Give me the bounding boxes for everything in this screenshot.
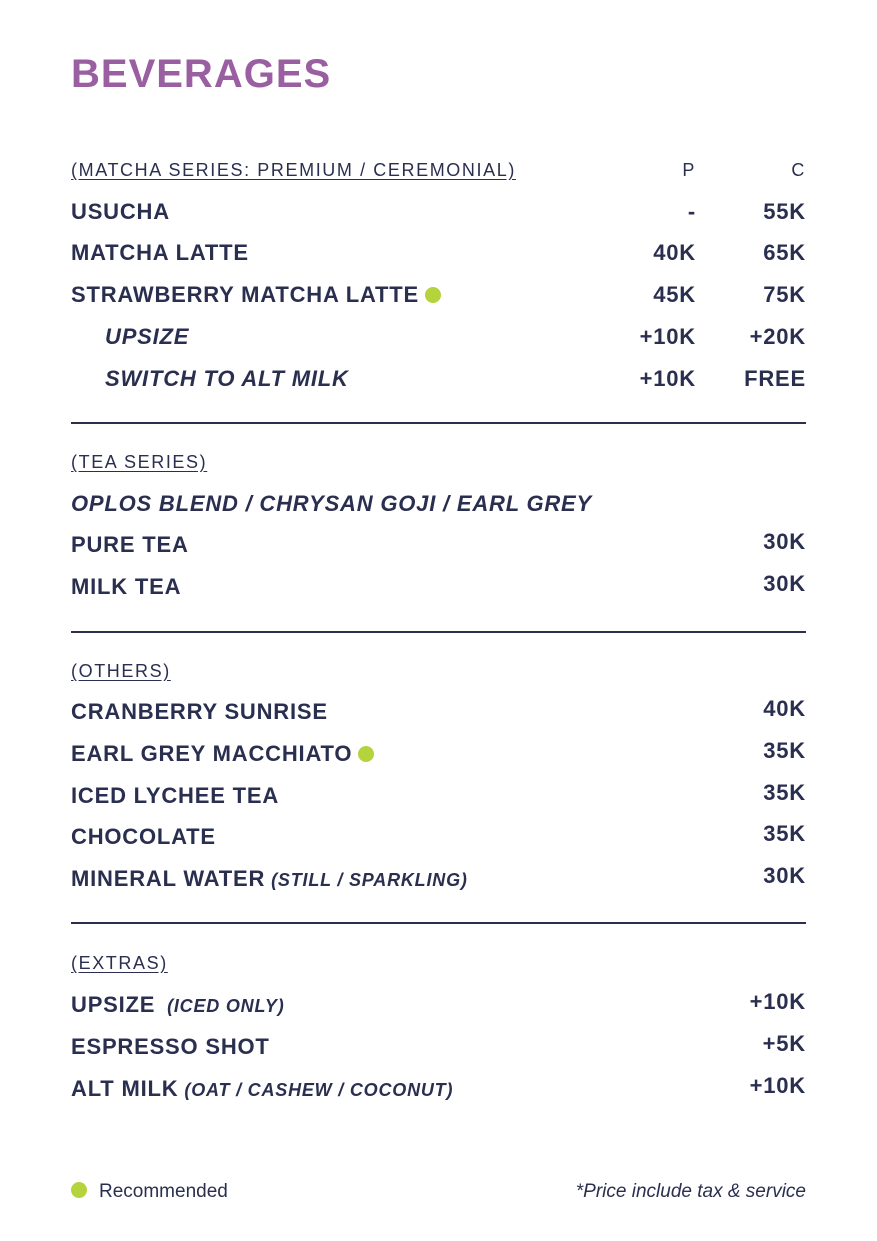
menu-item-name: CHOCOLATE bbox=[71, 824, 216, 849]
menu-item-name-wrap bbox=[71, 282, 441, 308]
menu-item-price: 35K bbox=[763, 738, 806, 763]
ceremonial-price: 75K bbox=[763, 282, 806, 307]
extra-item-name-wrap bbox=[71, 1076, 453, 1102]
extra-item-note: (ICED ONLY) bbox=[161, 996, 285, 1016]
matcha-section-header bbox=[71, 160, 806, 190]
menu-item-name-wrap bbox=[71, 741, 374, 767]
extra-item-price: +5K bbox=[762, 1031, 806, 1056]
menu-item-cranberry-sunrise bbox=[71, 696, 806, 729]
extra-item-price: +10K bbox=[749, 989, 806, 1014]
recommended-dot-icon bbox=[425, 287, 441, 303]
ceremonial-price: 55K bbox=[763, 199, 806, 224]
recommended-legend bbox=[71, 1181, 228, 1203]
extras-section-title: (EXTRAS) bbox=[71, 953, 168, 973]
menu-item-iced-lychee-tea bbox=[71, 780, 806, 813]
price-disclaimer: *Price include tax & service bbox=[575, 1181, 806, 1202]
extra-item-name: ESPRESSO SHOT bbox=[71, 1034, 270, 1059]
menu-item-name: USUCHA bbox=[71, 199, 170, 224]
section-divider bbox=[71, 631, 806, 633]
recommended-dot-icon bbox=[358, 746, 374, 762]
menu-item-name: PURE TEA bbox=[71, 532, 189, 557]
menu-item-matcha-latte bbox=[71, 240, 806, 270]
menu-item-milk-tea bbox=[71, 571, 806, 604]
menu-item-name: MILK TEA bbox=[71, 574, 182, 599]
menu-option-alt-milk bbox=[71, 366, 806, 396]
page-title: BEVERAGES bbox=[71, 52, 332, 96]
menu-item-name-wrap bbox=[71, 866, 468, 892]
recommended-dot-icon bbox=[71, 1182, 87, 1198]
tea-flavor-list: OPLOS BLEND / CHRYSAN GOJI / EARL GREY bbox=[71, 491, 592, 516]
extra-item-name: UPSIZE bbox=[71, 992, 156, 1017]
recommended-legend-label: Recommended bbox=[99, 1181, 228, 1202]
ceremonial-price: +20K bbox=[749, 324, 806, 349]
premium-price: +10K bbox=[639, 366, 696, 391]
menu-option-upsize bbox=[71, 324, 806, 354]
column-header-ceremonial: C bbox=[791, 160, 806, 180]
others-section-title: (OTHERS) bbox=[71, 661, 171, 681]
menu-item-price: 30K bbox=[763, 863, 806, 888]
matcha-section-title: (MATCHA SERIES: PREMIUM / CEREMONIAL) bbox=[71, 160, 516, 180]
menu-item-earl-grey-macchiato bbox=[71, 738, 806, 771]
menu-item-strawberry-matcha-latte bbox=[71, 282, 806, 312]
menu-item-price: 30K bbox=[763, 571, 806, 596]
column-header-premium: P bbox=[682, 160, 696, 180]
menu-item-name: STRAWBERRY MATCHA LATTE bbox=[71, 282, 419, 307]
premium-price: 45K bbox=[653, 282, 696, 307]
menu-item-price: 30K bbox=[763, 529, 806, 554]
menu-option-name: UPSIZE bbox=[105, 324, 190, 349]
menu-item-price: 35K bbox=[763, 821, 806, 846]
ceremonial-price: FREE bbox=[744, 366, 806, 391]
menu-option-name: SWITCH TO ALT MILK bbox=[105, 366, 349, 391]
menu-item-name: EARL GREY MACCHIATO bbox=[71, 741, 353, 766]
menu-item-chocolate bbox=[71, 821, 806, 854]
section-divider bbox=[71, 922, 806, 924]
extra-item-note: (OAT / CASHEW / COCONUT) bbox=[184, 1080, 454, 1100]
tea-section-title: (TEA SERIES) bbox=[71, 452, 208, 472]
premium-price: +10K bbox=[639, 324, 696, 349]
extras-section-header bbox=[71, 953, 806, 983]
menu-item-name: MINERAL WATER bbox=[71, 866, 266, 891]
menu-item-price: 35K bbox=[763, 780, 806, 805]
ceremonial-price: 65K bbox=[763, 240, 806, 265]
menu-item-mineral-water bbox=[71, 863, 806, 896]
menu-item-name: MATCHA LATTE bbox=[71, 240, 249, 265]
section-divider bbox=[71, 422, 806, 424]
menu-item-note: (STILL / SPARKLING) bbox=[271, 870, 468, 890]
tea-section-header bbox=[71, 452, 806, 482]
menu-item-usucha bbox=[71, 199, 806, 229]
extra-item-name: ALT MILK bbox=[71, 1076, 179, 1101]
premium-price: - bbox=[687, 199, 696, 224]
extra-item-upsize bbox=[71, 989, 806, 1022]
menu-item-name: CRANBERRY SUNRISE bbox=[71, 699, 328, 724]
extra-item-alt-milk bbox=[71, 1073, 806, 1106]
menu-item-name: ICED LYCHEE TEA bbox=[71, 783, 280, 808]
tea-flavors bbox=[71, 491, 806, 521]
menu-item-price: 40K bbox=[763, 696, 806, 721]
extra-item-price: +10K bbox=[749, 1073, 806, 1098]
menu-item-pure-tea bbox=[71, 529, 806, 562]
extra-item-espresso-shot bbox=[71, 1031, 806, 1064]
extra-item-name-wrap bbox=[71, 992, 285, 1018]
others-section-header bbox=[71, 661, 806, 691]
premium-price: 40K bbox=[653, 240, 696, 265]
